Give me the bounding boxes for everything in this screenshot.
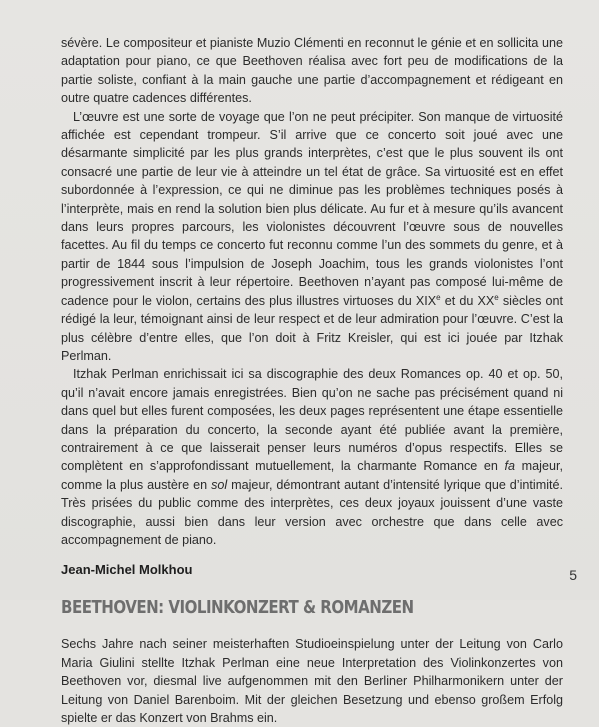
french-paragraph-2-part-c: siècles ont rédigé la leur, témoignant ainsi de leur respect et de leur admiration pour l’œuvre. C’est la plus célèbre d’entre elles, que l’on doit à Fritz Kreisler, qui est ici jouée par Itzhak Perlman. bbox=[61, 293, 563, 363]
french-paragraph-3-part-c: majeur, démontrant autant d’intensité lyrique que d’intimité. Très prisées du public comme des interprètes, ces deux joyaux jouissent d’une vaste discographie, aussi bien dans leur version avec orchestre que dans celle avec accompagnement de piano. bbox=[61, 477, 563, 547]
page-number: 5 bbox=[569, 567, 577, 583]
french-paragraph-1-text: sévère. Le compositeur et pianiste Muzio Clémenti en reconnut le génie et en sollicita une adaptation pour piano, ce que Beethoven réalisa avec fort peu de modifications de la partie soliste, confiant à la main gauche une partie d’accompagnement et rédigeant en outre quatre cadences différentes. bbox=[61, 36, 563, 106]
author-name: Jean-Michel Molkhou bbox=[61, 562, 193, 578]
french-paragraph-2-part-b: et du XX bbox=[440, 293, 495, 308]
german-paragraph-1-text: Sechs Jahre nach seiner meisterhaften Studioeinspielung unter der Leitung von Carlo Maria Giulini stellte Itzhak Perlman eine neue Interpretation des Violinkonzertes von Beethoven vor, diesmal live aufgenommen mit den Berliner Philharmonikern unter der Leitung von Daniel Barenboim. Mit der gleichen Besetzung und ebenso großem Erfolg spielte er das Konzert von Brahms ein. bbox=[61, 637, 563, 725]
superscript-e-20th: e bbox=[494, 292, 499, 302]
superscript-e-19th: e bbox=[436, 292, 441, 302]
key-fa: fa bbox=[504, 459, 516, 474]
key-sol: sol bbox=[211, 477, 228, 492]
french-paragraph-2 bbox=[61, 108, 563, 366]
french-paragraph-3-part-a: Itzhak Perlman enrichissait ici sa discographie des deux Romances op. 40 et op. 50, qu’il n’avait encore jamais enregistrées. Bien qu’on ne sache pas précisément quand ni dans quel but elles furent composées, les deux pages représentent une étape essentielle dans la préparation du concerto, la seconde ayant été publiée avant la première, contrairement à ce que laisserait penser leurs numéros d’opus respectifs. Elles se complètent en s’approfondissant mutuellement, la charmante Romance en bbox=[61, 367, 563, 474]
page-content bbox=[61, 34, 563, 727]
french-paragraph-3-part-b: majeur, comme la plus austère en bbox=[61, 459, 563, 492]
section-title: BEETHOVEN: VIOLINKONZERT & ROMANZEN bbox=[61, 598, 414, 619]
french-paragraph-2-part-a: L’œuvre est une sorte de voyage que l’on ne peut précipiter. Son manque de virtuosité affichée est cependant trompeur. S’il arrive que ce concerto soit joué avec une désarmante simplicité par les plus grands interprètes, c’est que le plus souvent ils ont consacré une partie de leur vie à atteindre un tel état de grâce. Sa virtuosité est en effet subordonnée à l’expression, ce qui ne diminue pas les problèmes techniques posés à l’interprète, mais en rend la solution bien plus délicate. Au fur et à mesure qu’ils avancent dans leurs propres parcours, les violonistes découvrent l’œuvre sous de nouvelles facettes. Au fil du temps ce concerto fut reconnu comme l’un des sommets du genre, et à partir de 1844 sous l’impulsion de Joseph Joachim, tous les grands violonistes l’ont progressivement inscrit à leur répertoire. Beethoven n’ayant pas composé lui-même de cadence pour le violon, certains des plus illustres virtuoses du XIX bbox=[61, 109, 563, 308]
french-paragraph-3 bbox=[61, 365, 563, 549]
german-paragraph-1 bbox=[61, 635, 563, 727]
french-paragraph-1 bbox=[61, 34, 563, 108]
